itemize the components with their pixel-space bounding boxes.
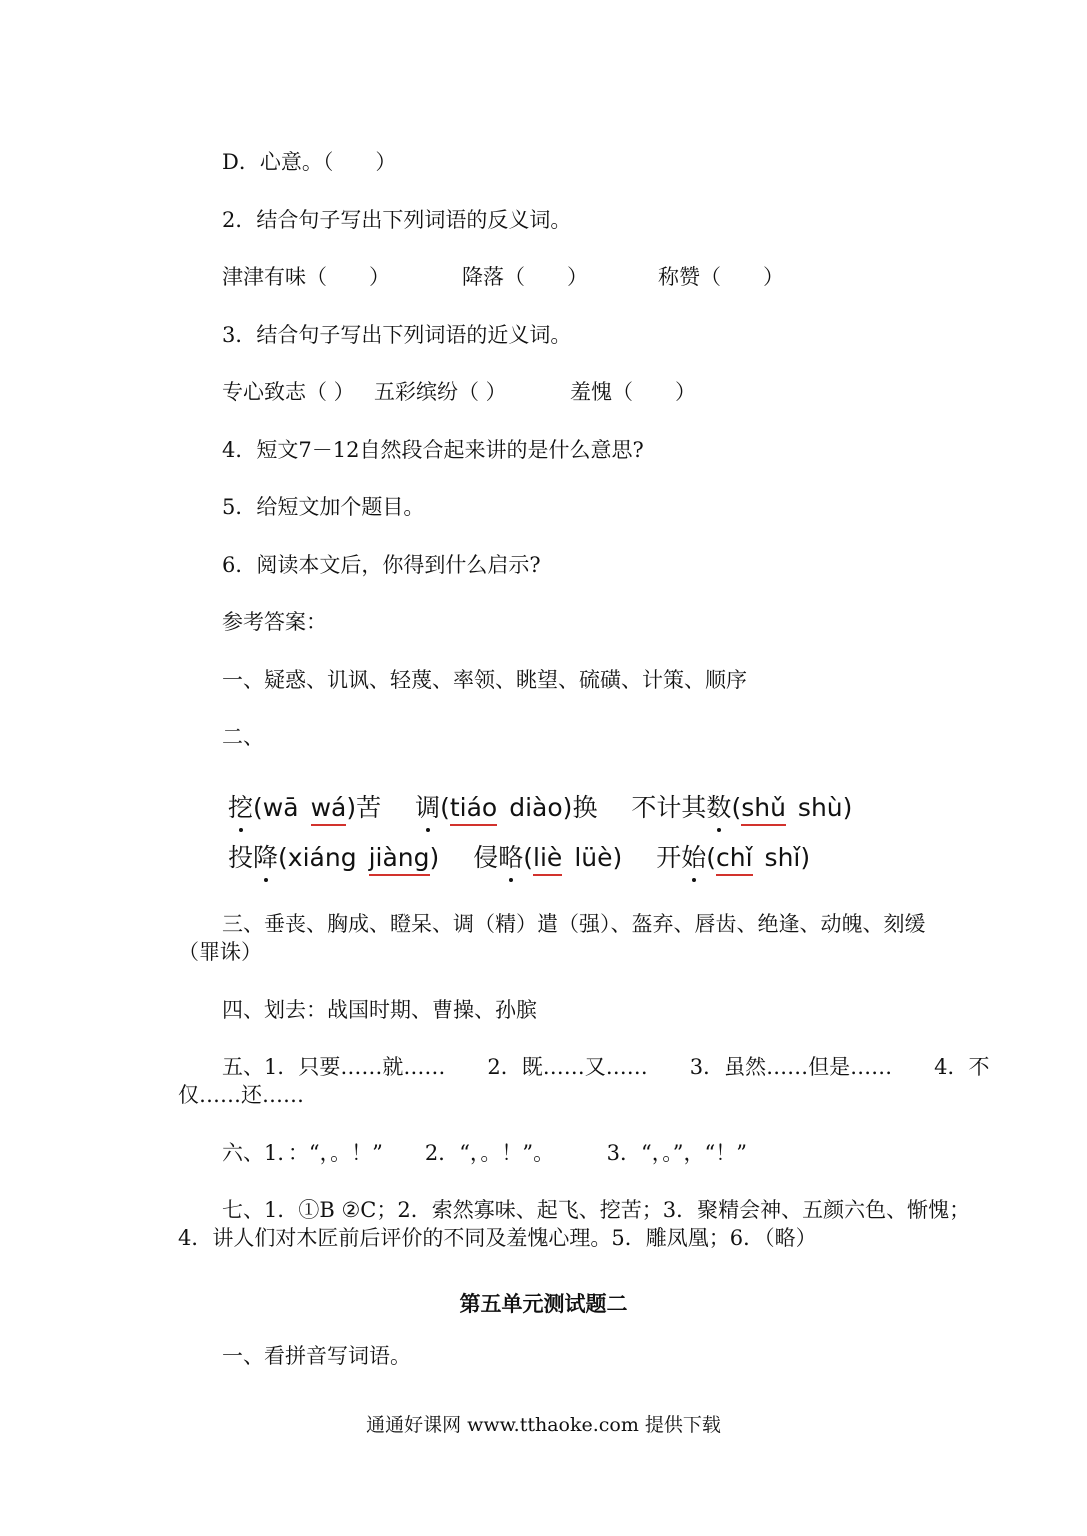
antonym-item: 津津有味（ ） (222, 265, 390, 289)
pinyin-item: 开始(chǐ shǐ) (656, 838, 810, 874)
antonym-item: 降落（ ） (462, 265, 588, 289)
synonym-item: 五彩缤纷（ ） (374, 380, 507, 404)
answer-7-cont: 4．讲人们对木匠前后评价的不同及羞愧心理。5．雕凤凰；6．（略） (178, 1226, 817, 1250)
pinyin-item: 调(tiáo diào)换 (415, 788, 597, 824)
answer-6: 六、1．：“，。！” 2．“，。！”。 3．“，。”，“！” (222, 1141, 747, 1165)
pinyin-item: 投降(xiáng jiàng) (228, 838, 439, 874)
antonym-item: 称赞（ ） (658, 265, 784, 289)
section-title: 第五单元测试题二 (459, 1291, 628, 1316)
pinyin-row (228, 788, 878, 824)
answer-5: 五、1．只要……就…… 2．既……又…… 3．虽然……但是…… 4．不 (222, 1055, 990, 1079)
question-3: 3．结合句子写出下列词语的近义词。 (222, 323, 572, 347)
pinyin-row (228, 838, 836, 874)
pinyin-item: 挖(wā wá)苦 (228, 788, 381, 824)
answer-3: 三、垂丧、胸成、瞪呆、调（精）遣（强）、盔弃、唇齿、绝逢、动魄、刻缓 (222, 912, 926, 936)
answer-5-cont: 仅……还…… (178, 1083, 304, 1107)
synonym-item: 羞愧（ ） (570, 380, 696, 404)
question-5: 5．给短文加个题目。 (222, 495, 425, 519)
section-question-1: 一、看拼音写词语。 (222, 1344, 411, 1368)
question-2: 2．结合句子写出下列词语的反义词。 (222, 208, 572, 232)
answer-3-cont: （罪诛） (178, 940, 262, 964)
synonym-item: 专心致志（ ） (222, 380, 355, 404)
answer-2-label: 二、 (222, 725, 264, 749)
pinyin-item: 不计其数(shǔ shù) (631, 788, 852, 824)
pinyin-item: 侵略(liè lüè) (473, 838, 622, 874)
answer-heading: 参考答案： (222, 610, 327, 634)
answer-1: 一、疑惑、讥讽、轻蔑、率领、眺望、硫磺、计策、顺序 (222, 668, 747, 692)
footer: 通通好课网 www.tthaoke.com 提供下载 (366, 1414, 721, 1436)
question-4: 4．短文7－12自然段合起来讲的是什么意思? (222, 438, 644, 462)
answer-7: 七、1．①B ②C；2．索然寡味、起飞、挖苦；3．聚精会神、五颜六色、惭愧； (222, 1198, 971, 1222)
text-line: D．心意。（ ） (222, 150, 397, 174)
answer-4: 四、划去：战国时期、曹操、孙膑 (222, 998, 537, 1022)
question-6: 6．阅读本文后，你得到什么启示? (222, 553, 541, 577)
